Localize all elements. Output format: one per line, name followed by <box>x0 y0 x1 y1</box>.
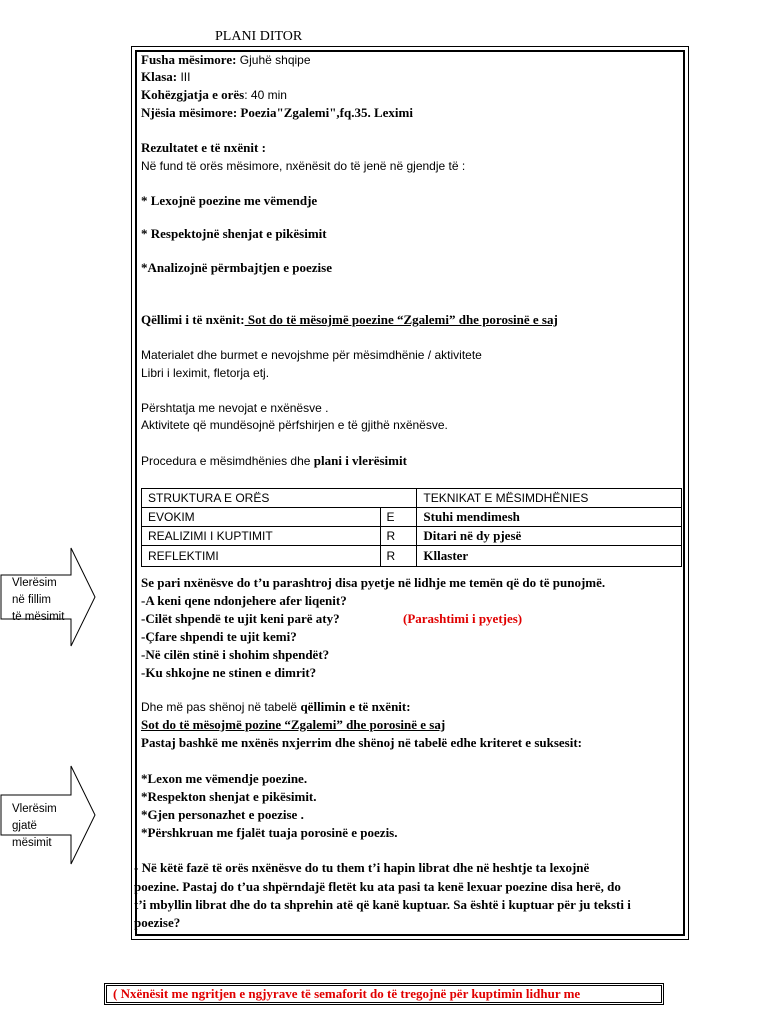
procedure-line <box>141 453 407 469</box>
question-item: -Ku shkojne ne stinen e dimrit? <box>141 665 317 680</box>
outcome-item: *Analizojnë përmbajtjen e poezise <box>141 260 332 275</box>
table-row <box>142 508 682 527</box>
table-cell-phase: EVOKIM <box>142 508 381 527</box>
outcomes-heading: Rezultatet e të nxënit : <box>141 140 266 155</box>
table-header-techniques: TEKNIKAT E MËSIMDHËNIES <box>417 489 682 508</box>
procedure-text: Procedura e mësimdhënies dhe <box>141 454 314 468</box>
document-title: PLANI DITOR <box>215 29 303 44</box>
table-header-structure: STRUKTURA E ORËS <box>142 489 417 508</box>
table-cell-letter: E <box>380 508 417 527</box>
board-goal: Sot do të mësojmë pozine “Zgalemi” dhe porosinë e saj <box>141 717 446 732</box>
materials-heading: Materialet dhe burmet e nevojshme për mësimdhënie / aktivitete <box>141 348 482 362</box>
table-row <box>142 527 682 546</box>
class-line <box>141 69 190 85</box>
board-note-bold: qëllimin e të nxënit: <box>300 699 411 714</box>
class-value: III <box>177 70 191 84</box>
table-header-row <box>142 489 682 508</box>
lesson-unit: Njësia mësimore: Poezia"Zgalemi",fq.35. Leximi <box>141 105 413 120</box>
realization-line: t’i mbyllin librat dhe do ta shprehin atë që kanë kuptuar. Sa është i kuptuar për ju teksti i <box>134 897 631 912</box>
evocation-intro: Se pari nxënësve do t’u parashtroj disa pyetje në lidhje me temën që do të punojmë. <box>141 575 606 590</box>
materials-list: Libri i leximit, fletorja etj. <box>141 366 270 380</box>
assessment-during-label: Vlerësim gjatë mësimit <box>12 803 57 849</box>
outcome-item: * Respektojnë shenjat e pikësimit <box>141 226 327 241</box>
question-item: -A keni qene ndonjehere afer liqenit? <box>141 593 347 608</box>
subject-line <box>141 52 311 68</box>
criteria-intro: Pastaj bashkë me nxënës nxjerrim dhe shënoj në tabelë edhe kriteret e suksesit: <box>141 735 582 750</box>
realization-line: - Në këtë fazë të orës nxënësve do tu them t’i hapin librat dhe në heshtje ta lexojnë <box>134 860 590 875</box>
table-row <box>142 546 682 567</box>
goal-label: Qëllimi i të nxënit: <box>141 312 245 327</box>
assessment-during-callout <box>0 765 97 866</box>
goal-value: Sot do të mësojmë poezine “Zgalemi” dhe porosinë e saj <box>244 312 558 327</box>
criteria-item: *Respekton shenjat e pikësimit. <box>141 789 317 804</box>
assessment-start-label: Vlerësim në fillim të mësimit <box>12 577 65 623</box>
criteria-item: *Përshkruan me fjalët tuaja porosinë e poezis. <box>141 825 398 840</box>
structure-table <box>141 488 682 567</box>
subject-label: Fusha mësimore: <box>141 52 237 67</box>
outcomes-intro: Në fund të orës mësimore, nxënësit do të jenë në gjendje të : <box>141 159 466 173</box>
duration-label: Kohëzgjatja e orës <box>141 87 245 102</box>
board-note-text: Dhe më pas shënoj në tabelë <box>141 700 301 714</box>
question-note: (Parashtimi i pyetjes) <box>403 611 523 626</box>
duration-value: : 40 min <box>244 88 287 102</box>
table-cell-letter: R <box>380 546 417 567</box>
realization-line: poezine. Pastaj do t’ua shpërndajë fletët ku ata pasi ta kenë lexuar poezine disa herë, do <box>134 879 621 894</box>
table-cell-phase: REALIZIMI I KUPTIMIT <box>142 527 381 546</box>
criteria-item: *Lexon me vëmendje poezine. <box>141 771 308 786</box>
subject-value: Gjuhë shqipe <box>236 53 311 67</box>
realization-line: poezise? <box>134 915 181 930</box>
procedure-bold: plani i vlerësimit <box>313 453 407 468</box>
assessment-start-callout <box>0 547 97 648</box>
table-cell-letter: R <box>380 527 417 546</box>
table-cell-phase: REFLEKTIMI <box>142 546 381 567</box>
question-item: -Çfare shpendi te ujit kemi? <box>141 629 297 644</box>
table-cell-technique: Kllaster <box>417 546 682 567</box>
table-cell-technique: Stuhi mendimesh <box>417 508 682 527</box>
table-cell-technique: Ditari në dy pjesë <box>417 527 682 546</box>
adaptation-text: Aktivitete që mundësojnë përfshirjen e të gjithë nxënësve. <box>141 418 448 432</box>
question-item: -Cilët shpendë te ujit keni parë aty? <box>141 611 340 626</box>
goal-line <box>141 312 558 328</box>
criteria-item: *Gjen personazhet e poezise . <box>141 807 304 822</box>
board-note-line <box>141 699 411 715</box>
duration-line <box>141 87 287 103</box>
class-label: Klasa: <box>141 69 178 84</box>
traffic-light-note: ( Nxënësit me ngritjen e ngjyrave të semaforit do të tregojnë për kuptimin lidhur me <box>104 983 664 1005</box>
adaptation-heading: Përshtatja me nevojat e nxënësve . <box>141 401 329 415</box>
question-item: -Në cilën stinë i shohim shpendët? <box>141 647 330 662</box>
outcome-item: * Lexojnë poezine me vëmendje <box>141 193 318 208</box>
